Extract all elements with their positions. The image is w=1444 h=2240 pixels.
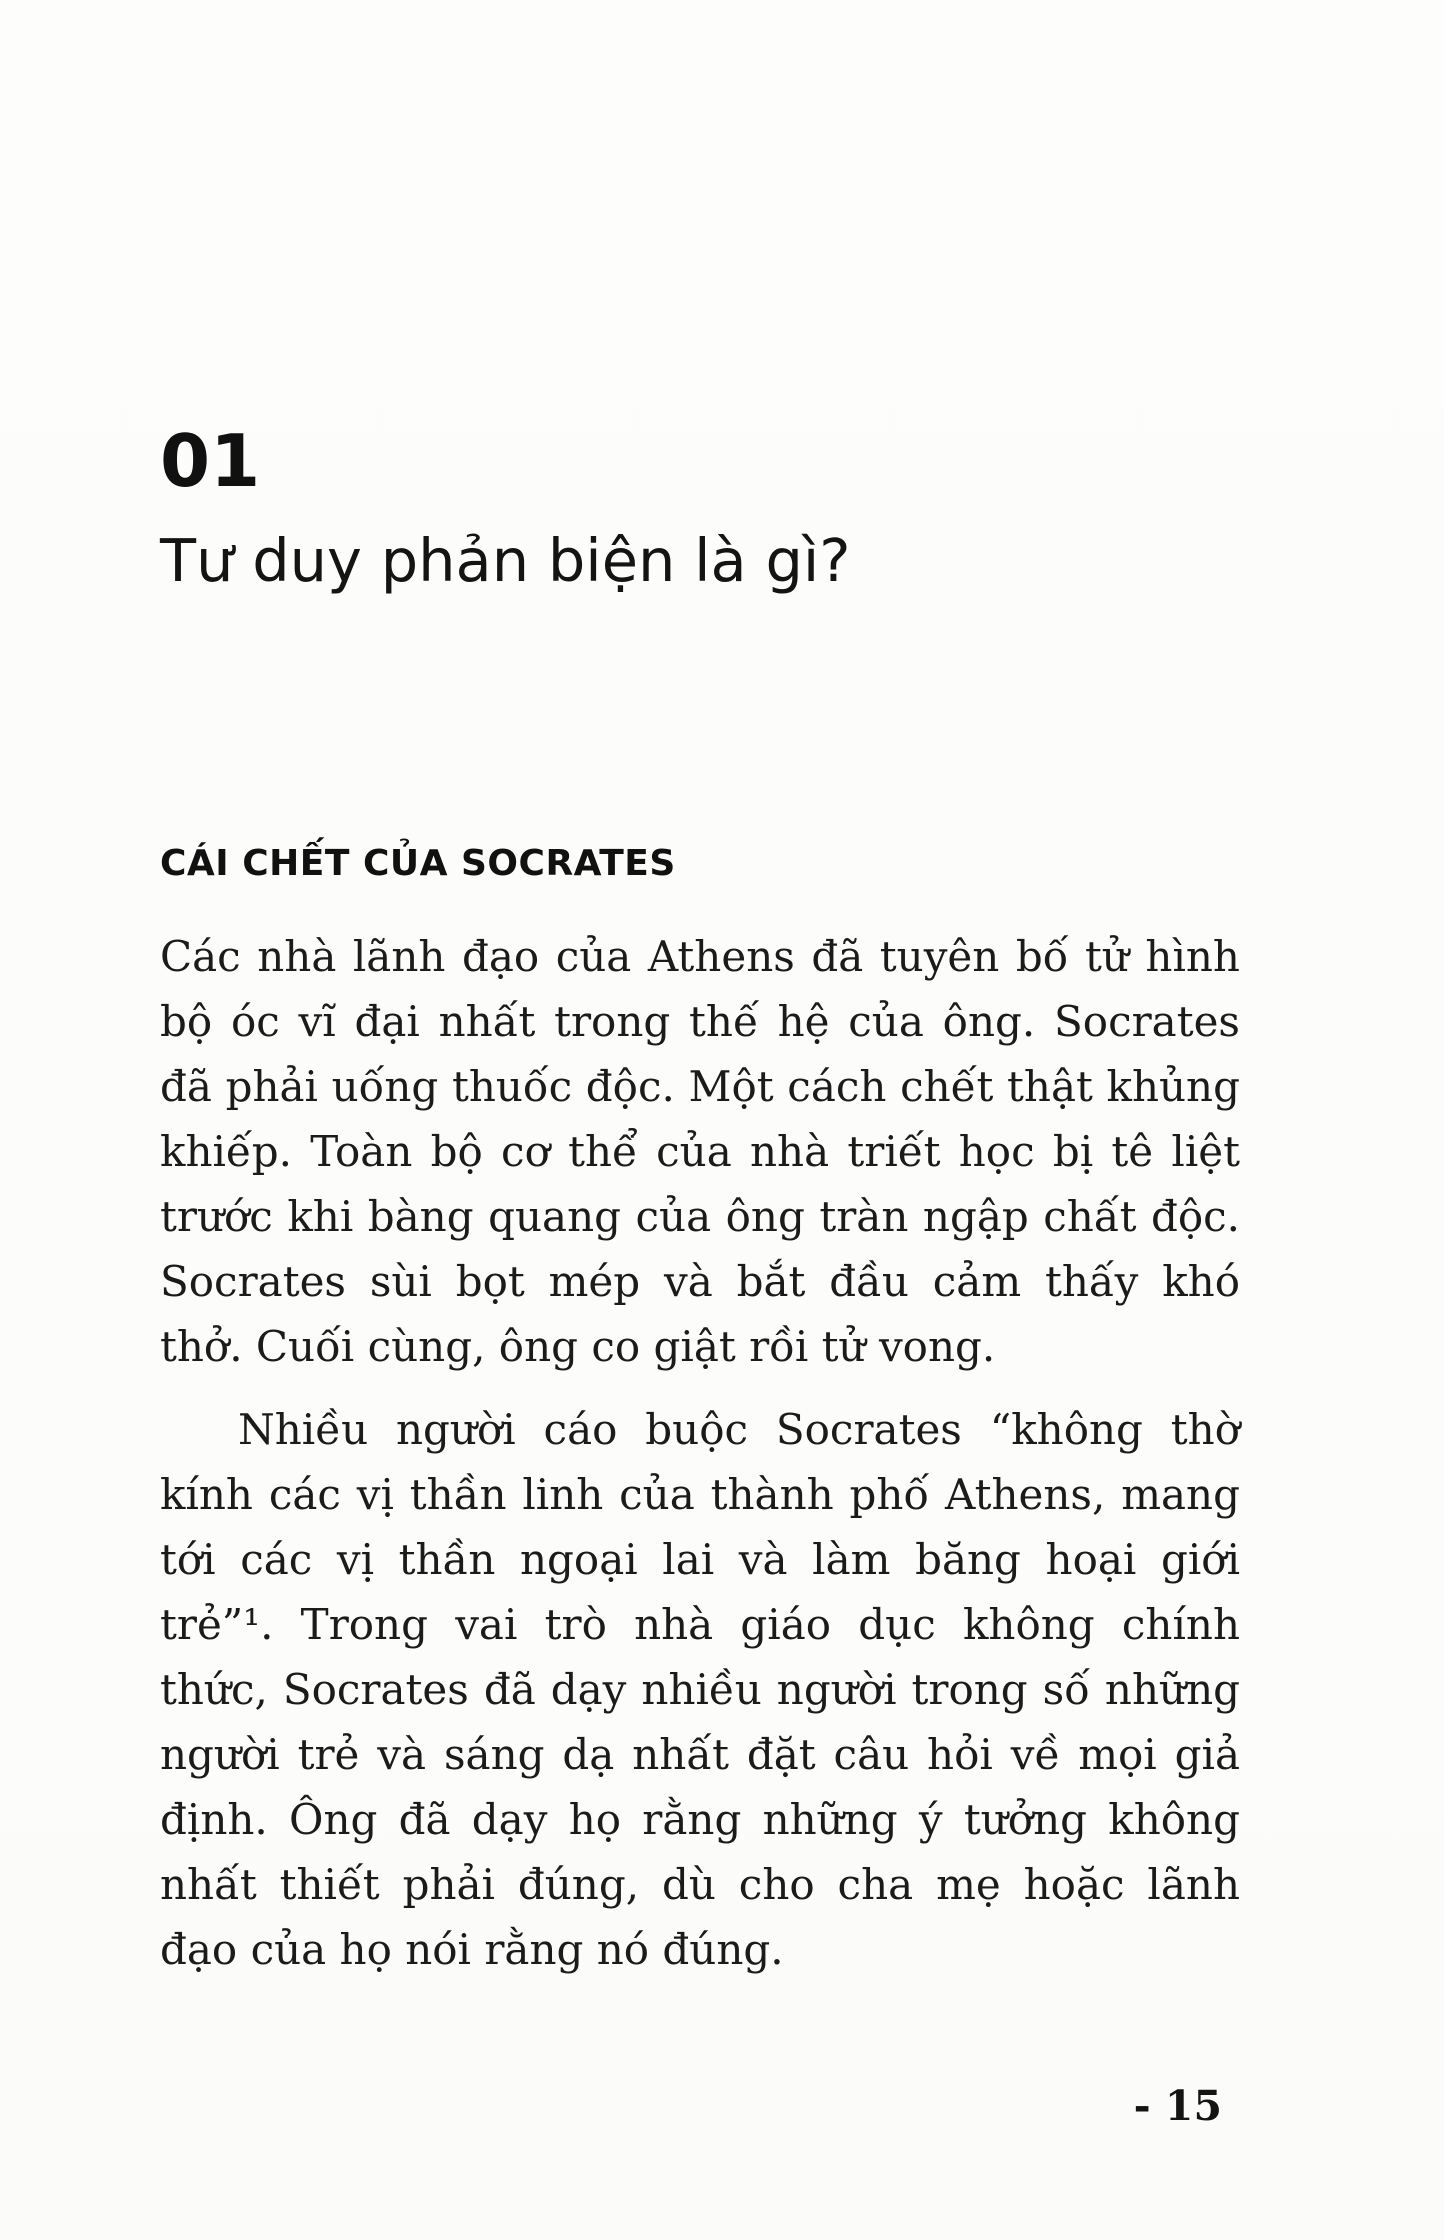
body-paragraph: Nhiều người cáo buộc Socrates “không thờ kính các vị thần linh của thành phố Athens, mang tới các vị thần ngoại lai và làm băng hoại giới trẻ”¹. Trong vai trò nhà giáo dục không chính thức, Socrates đã dạy nhiều người trong số những người trẻ và sáng dạ nhất đặt câu hỏi về mọi giả định. Ông đã dạy họ rằng những ý tưởng không nhất thiết phải đúng, dù cho cha mẹ hoặc lãnh đạo của họ nói rằng nó đúng. [160,1404,1240,1974]
body-paragraph: Các nhà lãnh đạo của Athens đã tuyên bố tử hình bộ óc vĩ đại nhất trong thế hệ của ông. Socrates đã phải uống thuốc độc. Một cách chết thật khủng khiếp. Toàn bộ cơ thể của nhà triết học bị tê liệt trước khi bàng quang của ông tràn ngập chất độc. Socrates sùi bọt mép và bắt đầu cảm thấy khó thở. Cuối cùng, ông co giật rồi tử vong. [160,931,1240,1371]
page-content [160,0,1240,1982]
page-number: - 15 [1133,2082,1222,2130]
section-heading: CÁI CHẾT CỦA SOCRATES [160,842,676,884]
chapter-title: Tư duy phản biện là gì? [160,526,851,595]
chapter-number: 01 [160,419,261,503]
